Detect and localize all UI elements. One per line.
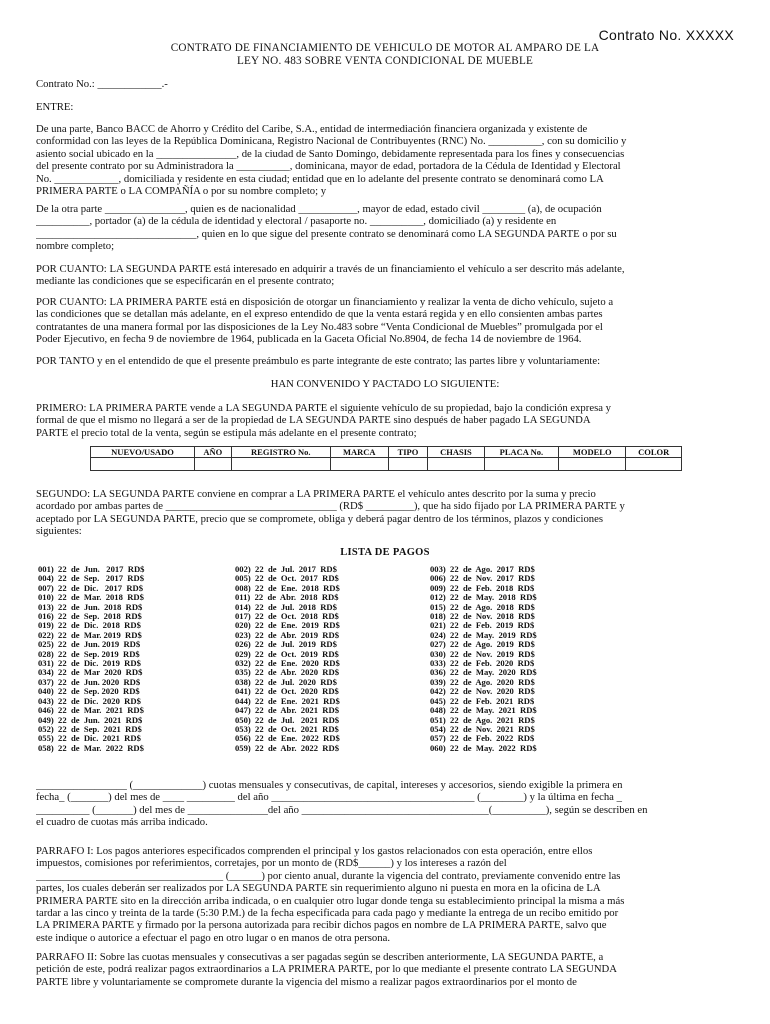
paragraph-por-cuanto-2: [36, 296, 734, 346]
text-line: nombre completo;: [36, 240, 115, 253]
payment-entry: 059) 22 de Abr. 2022 RD$: [235, 742, 340, 753]
table-cell: [428, 458, 484, 471]
text-line: contratantes de una manera formal por las disposiciones de la Ley No.483 sobre “Venta Condicional de Muebles” promulgada por el: [36, 320, 603, 333]
payment-entry: 034) 22 de Mar 2020 RD$: [38, 667, 143, 678]
payment-entry: 029) 22 de Oct. 2019 RD$: [235, 648, 339, 659]
text-line: __________ (_______) del mes de _______________del año ___________________________________(__________), según se describen en: [36, 803, 648, 816]
column-header: MARCA: [330, 447, 388, 458]
payment-entry: 013) 22 de Jun. 2018 RD$: [38, 601, 143, 612]
text-line: partes, los cuales deberán ser realizados por LA SEGUNDA PARTE sin requerimiento alguno ni puesta en mora en la oficina de LA: [36, 882, 601, 895]
column-header: TIPO: [388, 447, 428, 458]
table-cell: [330, 458, 388, 471]
text-line: PARRAFO I: Los pagos anteriores especificados comprenden el principal y los gastos relacionados con esta operación, entre ellos: [36, 845, 593, 857]
payment-entry: 024) 22 de May. 2019 RD$: [430, 629, 537, 640]
table-row: [91, 458, 682, 471]
payment-entry: 046) 22 de Mar. 2021 RD$: [38, 705, 144, 716]
title-line: CONTRATO DE FINANCIAMIENTO DE VEHICULO DE MOTOR AL AMPARO DE LA: [170, 42, 600, 54]
text-line: tardar a las cinco y treinta de la tarde (5:30 P.M.) de la fecha especificada para cada pago y mediante la entrega de un recibo emitido por: [36, 907, 619, 920]
payment-entry: 052) 22 de Sep. 2021 RD$: [38, 723, 142, 734]
payment-entry: 038) 22 de Jul. 2020 RD$: [235, 676, 337, 687]
text-line: PARRAFO II: Sobre las cuotas mensuales y consecutivas a ser pagadas según se describen anteriormente, LA SEGUNDA PARTE, a: [36, 951, 604, 963]
column-header: PLACA No.: [484, 447, 558, 458]
text-line: conformidad con las leyes de la República Dominicana, Registro Nacional de Contribuyentes (RNC) No. __________, con su domicilio y: [36, 135, 627, 148]
payment-entry: 010) 22 de Mar. 2018 RD$: [38, 592, 144, 603]
column-header: CHASIS: [428, 447, 484, 458]
payment-entry: 019) 22 de Dic. 2018 RD$: [38, 620, 141, 631]
payment-entry: 006) 22 de Nov. 2017 RD$: [430, 573, 535, 584]
payment-entry: 043) 22 de Dic. 2020 RD$: [38, 695, 141, 706]
text-line: mediante las condiciones que se especificarán en el presente contrato;: [36, 275, 335, 288]
payment-entry: 027) 22 de Ago. 2019 RD$: [430, 639, 535, 650]
paragraph-parrafo-1: [36, 845, 734, 944]
payment-entry: 015) 22 de Ago. 2018 RD$: [430, 601, 535, 612]
text-line: ___________________________________ (______) por ciento anual, durante la vigencia del contrato, previamente convenido entre las: [36, 869, 621, 882]
payment-entry: 044) 22 de Ene. 2021 RD$: [235, 695, 340, 706]
table-cell: [91, 458, 195, 471]
text-line: PRIMERO: LA PRIMERA PARTE vende a LA SEGUNDA PARTE el siguiente vehículo de su propiedad, bajo la condición expresa y: [36, 402, 611, 414]
text-line: siguientes:: [36, 525, 82, 538]
text-line: De la otra parte _______________, quien es de nacionalidad ___________, mayor de edad, estado civil ________ (a), de ocupación: [36, 203, 602, 215]
payment-entry: 018) 22 de Nov. 2018 RD$: [430, 611, 535, 622]
paragraph-primero: [36, 402, 734, 439]
payment-entry: 023) 22 de Abr. 2019 RD$: [235, 629, 340, 640]
column-header: MODELO: [559, 447, 626, 458]
payment-entry: 011) 22 de Abr. 2018 RD$: [235, 592, 339, 603]
payment-entry: 037) 22 de Jun. 2020 RD$: [38, 676, 141, 687]
text-line: LA PRIMERA PARTE y firmado por la persona autorizada para recibir dichos pagos en nombre de LA PRIMERA PARTE, salvo que: [36, 919, 607, 932]
payment-entry: 054) 22 de Nov. 2021 RD$: [430, 723, 535, 734]
payment-entry: 040) 22 de Sep. 2020 RD$: [38, 686, 140, 697]
payment-entry: 001) 22 de Jun. 2017 RD$: [38, 564, 145, 574]
payment-entry: 025) 22 de Jun. 2019 RD$: [38, 639, 141, 650]
entre-heading: ENTRE:: [36, 101, 74, 113]
payment-entry: 039) 22 de Ago. 2020 RD$: [430, 676, 535, 687]
section-heading: HAN CONVENIDO Y PACTADO LO SIGUIENTE:: [270, 378, 500, 390]
text-line: PARTE el precio total de la venta, según se estipula más adelante en el presente contrato;: [36, 426, 417, 439]
payment-entry: 030) 22 de Nov. 2019 RD$: [430, 648, 535, 659]
vehicle-table: [90, 446, 682, 471]
payment-entry: 042) 22 de Nov. 2020 RD$: [430, 686, 535, 697]
payment-entry: 056) 22 de Ene. 2022 RD$: [235, 733, 340, 744]
payment-column-1: [38, 565, 144, 753]
text-line: acordado por ambas partes de ________________________________ (RD$ _________), que ha sido fijado por LA PRIMERA PARTE y: [36, 500, 625, 513]
payment-entry: 003) 22 de Ago. 2017 RD$: [430, 564, 535, 574]
text-line: aceptado por LA SEGUNDA PARTE, precio que se compromete, obliga y deberá pagar dentro de los términos, plazos y condiciones: [36, 512, 604, 525]
table-cell: [231, 458, 330, 471]
column-header: REGISTRO No.: [231, 447, 330, 458]
paragraph-primera-parte: [36, 123, 734, 197]
payment-entry: 055) 22 de Dic. 2021 RD$: [38, 733, 141, 744]
table-cell: [388, 458, 428, 471]
payment-column-3: [430, 565, 537, 753]
payment-entry: 022) 22 de Mar. 2019 RD$: [38, 629, 142, 640]
payment-entry: 020) 22 de Ene. 2019 RD$: [235, 620, 340, 631]
payment-entry: 035) 22 de Abr. 2020 RD$: [235, 667, 340, 678]
payment-list-title: LISTA DE PAGOS: [340, 547, 430, 558]
text-line: impuestos, comisiones por referimientos, corretajes, por un monto de (RD$______) y los intereses a razón del: [36, 857, 507, 870]
payment-entry: 026) 22 de Jul. 2019 RD$: [235, 639, 337, 650]
payment-entry: 009) 22 de Feb. 2018 RD$: [430, 582, 535, 593]
payment-entry: 008) 22 de Ene. 2018 RD$: [235, 582, 340, 593]
payment-entry: 047) 22 de Abr. 2021 RD$: [235, 705, 340, 716]
text-line: __________, portador (a) de la cédula de identidad y electoral / pasaporte no. __________, domiciliado (a) y residente en: [36, 215, 557, 228]
payment-entry: 016) 22 de Sep. 2018 RD$: [38, 611, 142, 622]
payment-entry: 005) 22 de Oct. 2017 RD$: [235, 573, 339, 584]
payment-entry: 041) 22 de Oct. 2020 RD$: [235, 686, 339, 697]
text-line: PRIMERA PARTE o LA COMPAÑÍA o por su nombre completo; y: [36, 185, 327, 198]
paragraph-segunda-parte: [36, 203, 734, 253]
paragraph-por-tanto: POR TANTO y en el entendido de que el presente preámbulo es parte integrante de este contrato; las partes libre y voluntariamente:: [36, 355, 601, 367]
text-line: este indique o autorice a efectuar el pago en otro lugar o en manos de otra persona.: [36, 931, 391, 944]
text-line: del presente contrato por su Administradora la __________, dominicana, mayor de edad, portadora de la Cédula de Identidad y Electoral: [36, 160, 621, 173]
payment-entry: 051) 22 de Ago. 2021 RD$: [430, 714, 535, 725]
contract-field: Contrato No.: ____________.-: [36, 78, 168, 90]
payment-entry: 050) 22 de Jul. 2021 RD$: [235, 714, 340, 725]
payment-entry: 033) 22 de Feb. 2020 RD$: [430, 658, 535, 669]
payment-entry: 002) 22 de Jul. 2017 RD$: [235, 564, 337, 574]
table-cell: [626, 458, 682, 471]
text-line: _________________ (_____________) cuotas mensuales y consecutivas, de capital, intereses y accesorios, siendo exigible la primera en: [36, 779, 623, 791]
text-line: fecha_ (_______) del mes de ____ _________ del año ______________________________________ (________) y la última en fecha _: [36, 791, 622, 804]
payment-entry: 053) 22 de Oct. 2021 RD$: [235, 723, 339, 734]
payment-entry: 004) 22 de Sep. 2017 RD$: [38, 573, 144, 584]
table-cell: [484, 458, 558, 471]
paragraph-por-cuanto-1: [36, 263, 734, 288]
text-line: ______________________________, quien en lo que sigue del presente contrato se denominará como LA SEGUNDA PARTE o por su: [36, 227, 617, 240]
text-line: asiento social ubicado en la _______________, de la ciudad de Santo Domingo, debidamente representada para los fines y consecuencias: [36, 147, 625, 160]
payment-entry: 012) 22 de May. 2018 RD$: [430, 592, 537, 603]
payment-entry: 036) 22 de May. 2020 RD$: [430, 667, 537, 678]
payment-entry: 007) 22 de Dic. 2017 RD$: [38, 582, 144, 593]
text-line: No. ____________, domiciliada y residente en esta ciudad; entidad que en lo adelante del presente contrato se denominará como LA: [36, 172, 604, 185]
text-line: POR CUANTO: LA PRIMERA PARTE está en disposición de otorgar un financiamiento y realizar la venta de dicho vehículo, sujeto a: [36, 296, 614, 308]
payment-entry: 014) 22 de Jul. 2018 RD$: [235, 601, 337, 612]
payment-entry: 045) 22 de Feb. 2021 RD$: [430, 695, 535, 706]
payment-column-2: [235, 565, 340, 753]
document-title: [80, 42, 690, 68]
text-line: formal de que el mismo no llegará a ser de la propiedad de LA SEGUNDA PARTE sino después de haber pagado LA SEGUNDA: [36, 414, 591, 427]
title-line: LEY NO. 483 SOBRE VENTA CONDICIONAL DE MUEBLE: [236, 55, 534, 67]
text-line: el cuadro de cuotas más arriba indicado.: [36, 816, 208, 829]
table-cell: [195, 458, 232, 471]
payment-entry: 017) 22 de Oct. 2018 RD$: [235, 611, 339, 622]
payment-entry: 057) 22 de Feb. 2022 RD$: [430, 733, 535, 744]
payment-entry: 060) 22 de May. 2022 RD$: [430, 742, 537, 753]
table-cell: [559, 458, 626, 471]
text-line: Poder Ejecutivo, en fecha 9 de noviembre de 1964, publicada en la Gaceta Oficial No.8904, de fecha 14 de noviembre de 1964.: [36, 333, 582, 346]
column-header: COLOR: [626, 447, 682, 458]
paragraph-cuotas: [36, 779, 734, 829]
payment-entry: 032) 22 de Ene. 2020 RD$: [235, 658, 340, 669]
text-line: petición de este, podrá realizar pagos extraordinarios a LA PRIMERA PARTE, por lo que mediante el presente contrato LA SEGUNDA: [36, 963, 617, 976]
text-line: PRIMERA PARTE sito en la dirección arriba indicada, o en cualquier otro lugar donde tenga su establecimiento principal la misma a más: [36, 894, 625, 907]
payment-entry: 049) 22 de Jun. 2021 RD$: [38, 714, 143, 725]
text-line: PARTE libre y voluntariamente se compromete durante la vigencia del mismo a realizar pagos extraordinarios por el monto de: [36, 975, 577, 988]
paragraph-parrafo-2: [36, 951, 734, 988]
payment-entry: 028) 22 de Sep. 2019 RD$: [38, 648, 140, 659]
text-line: POR CUANTO: LA SEGUNDA PARTE está interesado en adquirir a través de un financiamiento el vehículo a ser descrito más adelante,: [36, 263, 625, 275]
payment-entry: 058) 22 de Mar. 2022 RD$: [38, 742, 144, 753]
column-header: NUEVO/USADO: [91, 447, 195, 458]
text-line: De una parte, Banco BACC de Ahorro y Crédito del Caribe, S.A., entidad de intermediación financiera organizada y existente de: [36, 123, 588, 135]
payment-entry: 021) 22 de Feb. 2019 RD$: [430, 620, 535, 631]
table-header-row: [91, 447, 682, 458]
payment-entry: 031) 22 de Dic. 2019 RD$: [38, 658, 141, 669]
text-line: las condiciones que se detallan más adelante, en el expreso entendido de que la venta estará regida y en ello consienten ambas partes: [36, 308, 603, 321]
column-header: AÑO: [195, 447, 232, 458]
text-line: SEGUNDO: LA SEGUNDA PARTE conviene en comprar a LA PRIMERA PARTE el vehículo antes descrito por la suma y precio: [36, 488, 596, 500]
contract-number-header: Contrato No. XXXXX: [598, 27, 734, 43]
paragraph-segundo: [36, 488, 734, 538]
payment-entry: 048) 22 de May. 2021 RD$: [430, 705, 537, 716]
